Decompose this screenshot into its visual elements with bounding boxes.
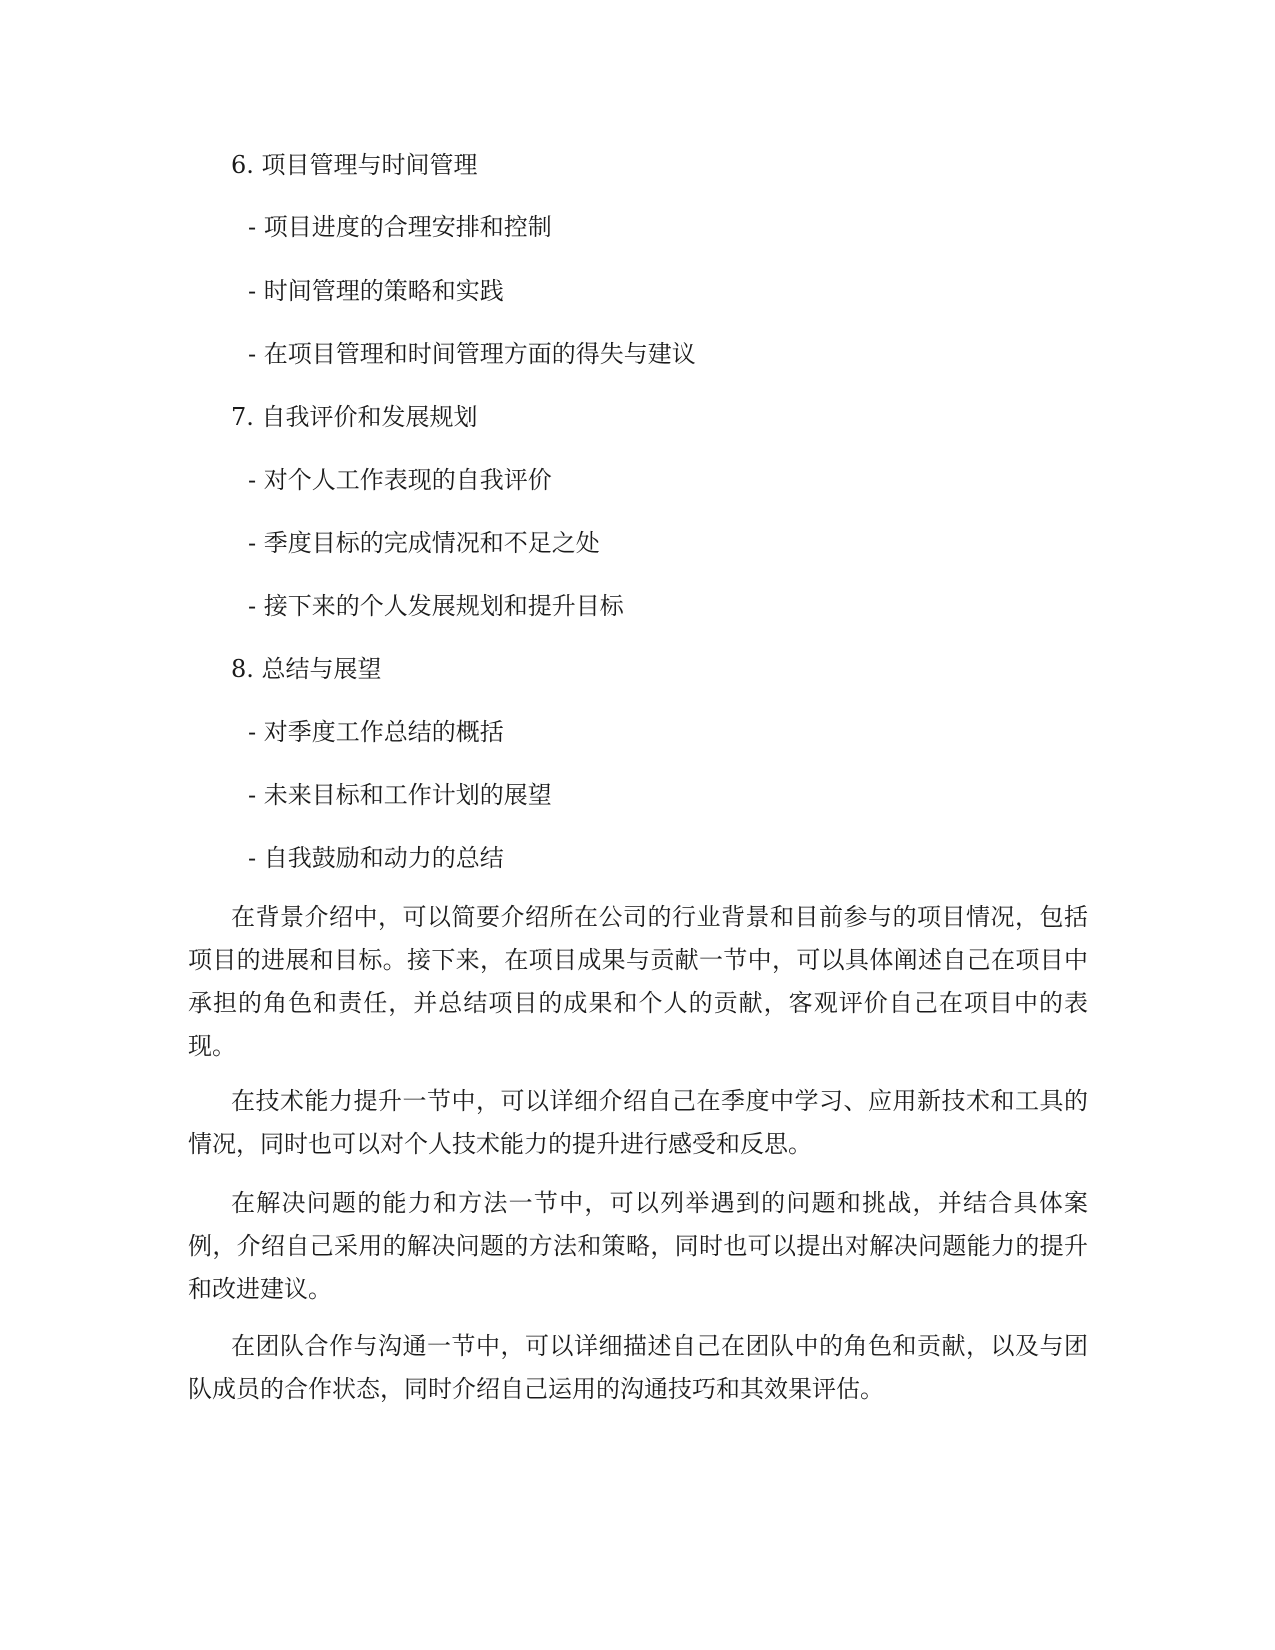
list-item: - 对个人工作表现的自我评价 xyxy=(248,466,552,494)
paragraph-text: 在技术能力提升一节中，可以详细介绍自己在季度中学习、应用新技术和工具的情况，同时也可以对个人技术能力的提升进行感受和反思。 xyxy=(188,1087,1088,1158)
list-item: - 自我鼓励和动力的总结 xyxy=(248,844,504,872)
body-paragraph-background xyxy=(188,896,1088,1068)
body-paragraph-teamwork xyxy=(188,1325,1088,1411)
list-item: - 在项目管理和时间管理方面的得失与建议 xyxy=(248,340,696,368)
paragraph-text: 在解决问题的能力和方法一节中，可以列举遇到的问题和挑战，并结合具体案例，介绍自己采用的解决问题的方法和策略，同时也可以提出对解决问题能力的提升和改进建议。 xyxy=(188,1189,1088,1303)
section-heading-7: 7. 自我评价和发展规划 xyxy=(231,403,478,431)
body-paragraph-problem-solving xyxy=(188,1182,1088,1311)
list-item: - 项目进度的合理安排和控制 xyxy=(248,213,552,241)
section-heading-8: 8. 总结与展望 xyxy=(231,655,382,683)
list-item: - 季度目标的完成情况和不足之处 xyxy=(248,529,600,557)
list-item: - 未来目标和工作计划的展望 xyxy=(248,781,552,809)
paragraph-text: 在背景介绍中，可以简要介绍所在公司的行业背景和目前参与的项目情况，包括项目的进展和目标。接下来，在项目成果与贡献一节中，可以具体阐述自己在项目中承担的角色和责任，并总结项目的成果和个人的贡献，客观评价自己在项目中的表现。 xyxy=(188,903,1088,1060)
body-paragraph-technical xyxy=(188,1080,1088,1166)
section-heading-6: 6. 项目管理与时间管理 xyxy=(231,151,478,179)
paragraph-text: 在团队合作与沟通一节中，可以详细描述自己在团队中的角色和贡献，以及与团队成员的合作状态，同时介绍自己运用的沟通技巧和其效果评估。 xyxy=(188,1332,1088,1403)
list-item: - 对季度工作总结的概括 xyxy=(248,718,504,746)
list-item: - 时间管理的策略和实践 xyxy=(248,277,504,305)
list-item: - 接下来的个人发展规划和提升目标 xyxy=(248,592,624,620)
